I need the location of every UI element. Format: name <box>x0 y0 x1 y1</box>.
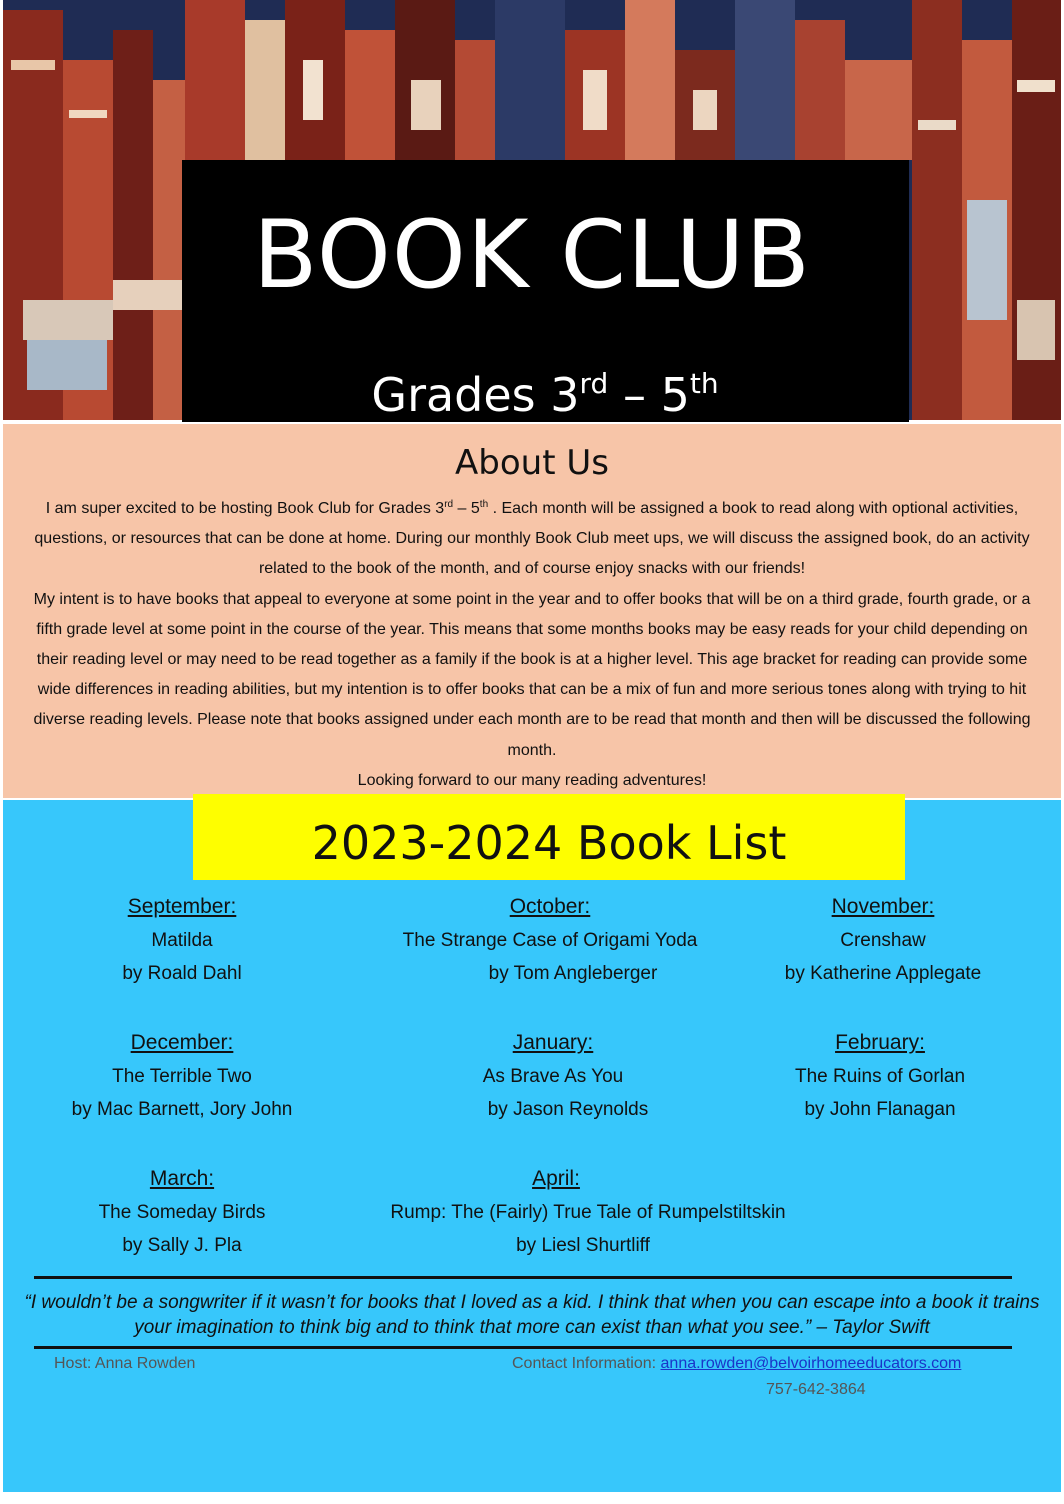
month-october <box>380 894 720 986</box>
month-label: October: <box>509 895 591 918</box>
book-author: by John Flanagan <box>804 1099 956 1120</box>
month-september <box>50 894 314 986</box>
about-paragraph-1: I am super excited to be hosting Book Club for Grades 3rd – 5th . Each month will be assigned a book to read along with optional activities, questions, or resources that can be done at home. During our monthly Book Club meet ups, we will discuss the assigned book, do an activity related to the book of the month, and of course enjoy snacks with our friends! <box>34 499 1030 578</box>
book-title: The Terrible Two <box>112 1066 252 1087</box>
month-label: September: <box>127 895 237 918</box>
book-title: Crenshaw <box>840 930 926 951</box>
month-label: February: <box>835 1031 925 1054</box>
month-label: March: <box>149 1167 215 1190</box>
month-march <box>50 1166 314 1258</box>
book-author: by Liesl Shurtliff <box>516 1235 650 1256</box>
phone-number: 757-642-3864 <box>766 1381 866 1398</box>
month-april <box>350 1166 826 1258</box>
contact-info: Contact Information: anna.rowden@belvoirhomeeducators.com <box>512 1355 962 1372</box>
book-title: The Someday Birds <box>98 1202 266 1223</box>
book-author: by Tom Angleberger <box>488 963 658 984</box>
book-author: by Mac Barnett, Jory John <box>71 1099 293 1120</box>
month-label: April: <box>532 1167 580 1190</box>
month-label: December: <box>130 1031 234 1054</box>
email-link[interactable]: anna.rowden@belvoirhomeeducators.com <box>660 1355 962 1372</box>
host-name: Host: Anna Rowden <box>54 1355 196 1372</box>
month-november <box>752 894 1014 986</box>
book-title: Matilda <box>151 930 213 951</box>
book-author: by Katherine Applegate <box>784 963 982 984</box>
month-february <box>752 1030 1008 1122</box>
about-text <box>22 494 1042 796</box>
about-paragraph-3: Looking forward to our many reading adventures! <box>357 771 707 789</box>
book-list-title: 2023-2024 Book List <box>311 816 787 870</box>
month-label: November: <box>831 895 935 918</box>
page-title: BOOK CLUB <box>253 201 811 310</box>
divider-top <box>34 1276 1012 1279</box>
book-author: by Sally J. Pla <box>122 1235 242 1256</box>
grades-subtitle: Grades 3rd – 5th <box>371 367 719 422</box>
book-author: by Roald Dahl <box>122 963 242 984</box>
about-paragraph-2: My intent is to have books that appeal to everyone at some point in the year and to offer books that will be on a third grade, fourth grade, or a fifth grade level at some point in the course of the year. This means that some months books may be easy reads for your child depending on their reading level or may need to be read together as a family if the book is at a higher level. This age bracket for reading can provide some wide differences in reading abilities, but my intention is to offer books that can be a mix of fun and more serious tones along with trying to hit diverse reading levels. Please note that books assigned under each month are to be read that month and then will be discussed the following month. <box>33 590 1031 759</box>
book-title: The Strange Case of Origami Yoda <box>402 930 698 951</box>
book-title: As Brave As You <box>482 1066 624 1087</box>
about-title: About Us <box>455 443 609 483</box>
month-january <box>430 1030 676 1122</box>
book-title: Rump: The (Fairly) True Tale of Rumpelstiltskin <box>390 1202 786 1223</box>
book-title: The Ruins of Gorlan <box>794 1066 966 1087</box>
divider-bottom <box>34 1346 1012 1349</box>
quote: “I wouldn’t be a songwriter if it wasn’t for books that I loved as a kid. I think that when you can escape into a book it trains your imagination to think big and to think that more can exist than what you see.” – Taylor Swift <box>24 1292 1040 1338</box>
month-label: January: <box>512 1031 594 1054</box>
book-author: by Jason Reynolds <box>487 1099 649 1120</box>
month-december <box>50 1030 314 1122</box>
